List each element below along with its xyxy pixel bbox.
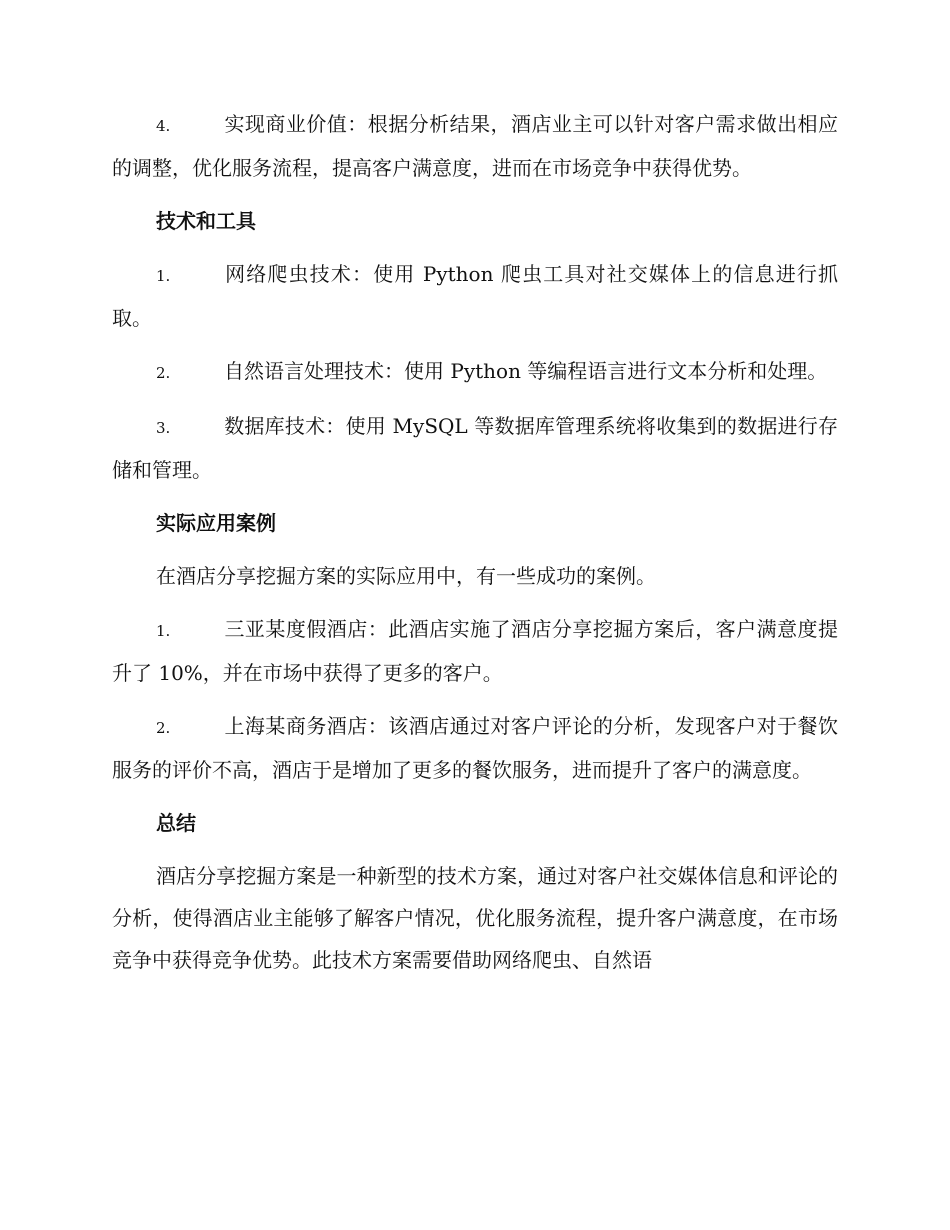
list-text: 三亚某度假酒店：此酒店实施了酒店分享挖掘方案后，客户满意度提升了 10%，并在市场中获得了更多的客户。 (112, 617, 838, 685)
list-item-crawler (112, 253, 838, 339)
list-number: 2. (156, 364, 171, 382)
list-item-case-shanghai (112, 705, 838, 791)
heading-cases: 实际应用案例 (156, 511, 276, 535)
list-item-case-sanya (112, 608, 838, 694)
list-number: 3. (156, 419, 171, 437)
list-number: 1. (156, 622, 171, 640)
list-number: 4. (156, 117, 171, 135)
list-number: 2. (156, 719, 171, 737)
list-item-value (112, 103, 838, 189)
list-text: 自然语言处理技术：使用 Python 等编程语言进行文本分析和处理。 (224, 359, 828, 383)
list-number: 1. (156, 267, 171, 285)
summary-paragraph: 酒店分享挖掘方案是一种新型的技术方案，通过对客户社交媒体信息和评论的分析，使得酒店业主能够了解客户情况，优化服务流程，提升客户满意度，在市场竞争中获得竞争优势。此技术方案需要借助网络爬虫、自然语 (112, 864, 838, 972)
list-text: 上海某商务酒店：该酒店通过对客户评论的分析，发现客户对于餐饮服务的评价不高，酒店于是增加了更多的餐饮服务，进而提升了客户的满意度。 (112, 714, 838, 782)
list-text: 网络爬虫技术：使用 Python 爬虫工具对社交媒体上的信息进行抓取。 (112, 262, 838, 330)
heading-tech-tools: 技术和工具 (156, 209, 256, 233)
cases-intro: 在酒店分享挖掘方案的实际应用中，有一些成功的案例。 (156, 564, 656, 588)
list-item-database (112, 405, 838, 491)
heading-summary: 总结 (156, 811, 196, 835)
document-page (112, 103, 838, 992)
list-item-nlp (112, 350, 838, 394)
list-text: 实现商业价值：根据分析结果，酒店业主可以针对客户需求做出相应的调整，优化服务流程，提高客户满意度，进而在市场竞争中获得优势。 (112, 112, 838, 180)
list-text: 数据库技术：使用 MySQL 等数据库管理系统将收集到的数据进行存储和管理。 (112, 414, 838, 482)
